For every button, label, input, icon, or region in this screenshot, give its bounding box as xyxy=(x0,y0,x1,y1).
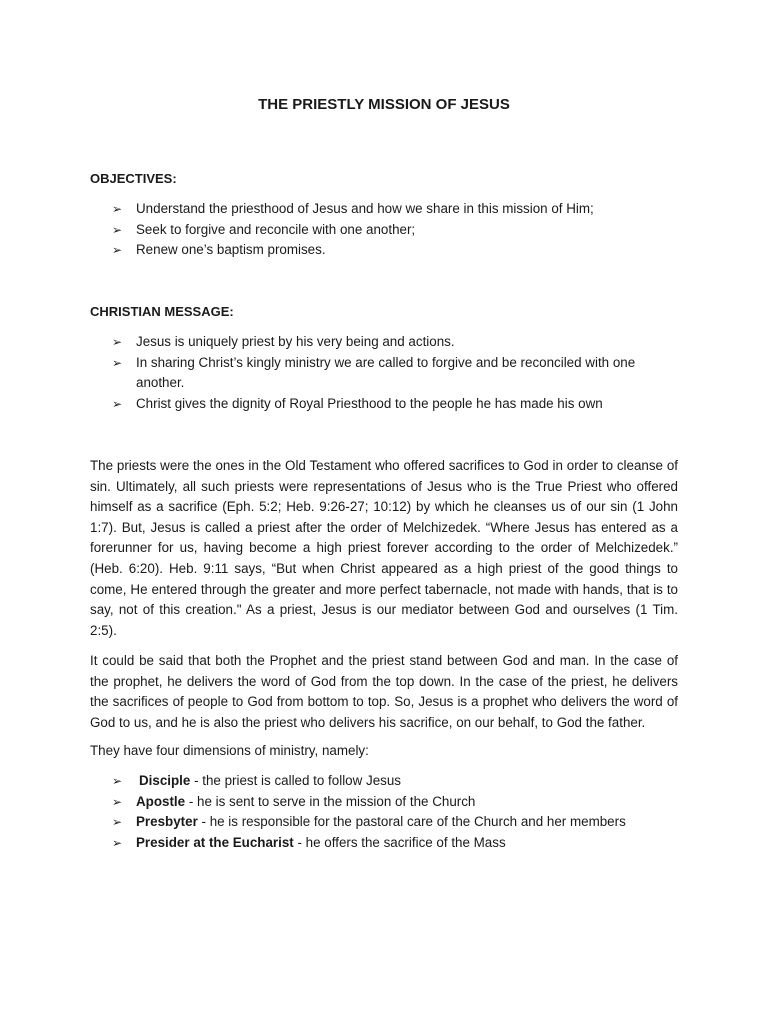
objectives-list xyxy=(112,199,594,261)
dimension-term: Disciple xyxy=(139,773,191,788)
list-item xyxy=(112,771,626,792)
list-item xyxy=(112,833,626,854)
arrow-bullet-icon: ➢ xyxy=(112,355,123,370)
list-item: ➢ Christ gives the dignity of Royal Priesthood to the people he has made his own xyxy=(112,394,672,415)
arrow-bullet-icon: ➢ xyxy=(112,794,123,809)
arrow-bullet-icon: ➢ xyxy=(112,335,123,349)
dimension-desc: - he is sent to serve in the mission of the Church xyxy=(185,793,476,809)
christian-message-list xyxy=(112,332,672,414)
document-title: THE PRIESTLY MISSION OF JESUS xyxy=(258,96,510,113)
list-item xyxy=(112,792,626,813)
list-item: ➢ Seek to forgive and reconcile with one another; xyxy=(112,220,594,241)
list-item xyxy=(112,812,626,833)
list-item: ➢ Renew one’s baptism promises. xyxy=(112,240,594,261)
dimension-desc: - he offers the sacrifice of the Mass xyxy=(293,834,506,850)
arrow-bullet-icon: ➢ xyxy=(112,202,123,216)
dimension-desc: - he is responsible for the pastoral care of the Church and her members xyxy=(197,814,626,829)
list-item: ➢ Jesus is uniquely priest by his very being and actions. xyxy=(112,332,672,353)
dimension-desc: - the priest is called to follow Jesus xyxy=(190,773,401,788)
body-paragraph-1: The priests were the ones in the Old Testament who offered sacrifices to God in order to cleanse of sin. Ultimately, all such priests were representations of Jesus who is the True Priest who offered himself as a sacrifice (Eph. 5:2; Heb. 9:26-27; 10:12) by which he cleanses us of our sin (1 John 1:7). But, Jesus is called a priest after the order of Melchizedek. “Where Jesus has entered as a forerunner for us, having become a high priest forever according to the order of Melchizedek.” (Heb. 6:20). Heb. 9:11 says, “But when Christ appeared as a high priest of the good things to come, He entered through the greater and more perfect tabernacle, not made with hands, that is to say, not of this creation." As a priest, Jesus is our mediator between God and ourselves (1 Tim. 2:5). xyxy=(90,458,678,638)
objectives-heading: OBJECTIVES: xyxy=(90,171,177,186)
dimension-term: Presbyter xyxy=(136,814,198,829)
arrow-bullet-icon: ➢ xyxy=(112,243,123,257)
dimension-term: Apostle xyxy=(136,793,186,809)
dimension-term: Presider at the Eucharist xyxy=(136,834,294,850)
arrow-bullet-icon: ➢ xyxy=(112,774,123,788)
body-paragraph-3: They have four dimensions of ministry, namely: xyxy=(90,743,369,758)
christian-message-heading: CHRISTIAN MESSAGE: xyxy=(90,304,234,319)
arrow-bullet-icon: ➢ xyxy=(112,835,123,850)
arrow-bullet-icon: ➢ xyxy=(112,396,123,411)
list-item: ➢ In sharing Christ’s kingly ministry we are called to forgive and be reconciled with one another. xyxy=(112,354,636,390)
ministry-dimensions-list xyxy=(112,771,626,853)
arrow-bullet-icon: ➢ xyxy=(112,815,123,829)
body-paragraph-2: It could be said that both the Prophet and the priest stand between God and man. In the case of the prophet, he delivers the word of God from the top down. In the case of the priest, he delivers the sacrifices of people to God from bottom to top. So, Jesus is a prophet who delivers the word of God to us, and he is also the priest who delivers his sacrifice, on our behalf, to God the father. xyxy=(90,653,678,730)
list-item: ➢ Understand the priesthood of Jesus and how we share in this mission of Him; xyxy=(112,199,594,220)
arrow-bullet-icon: ➢ xyxy=(112,222,123,237)
